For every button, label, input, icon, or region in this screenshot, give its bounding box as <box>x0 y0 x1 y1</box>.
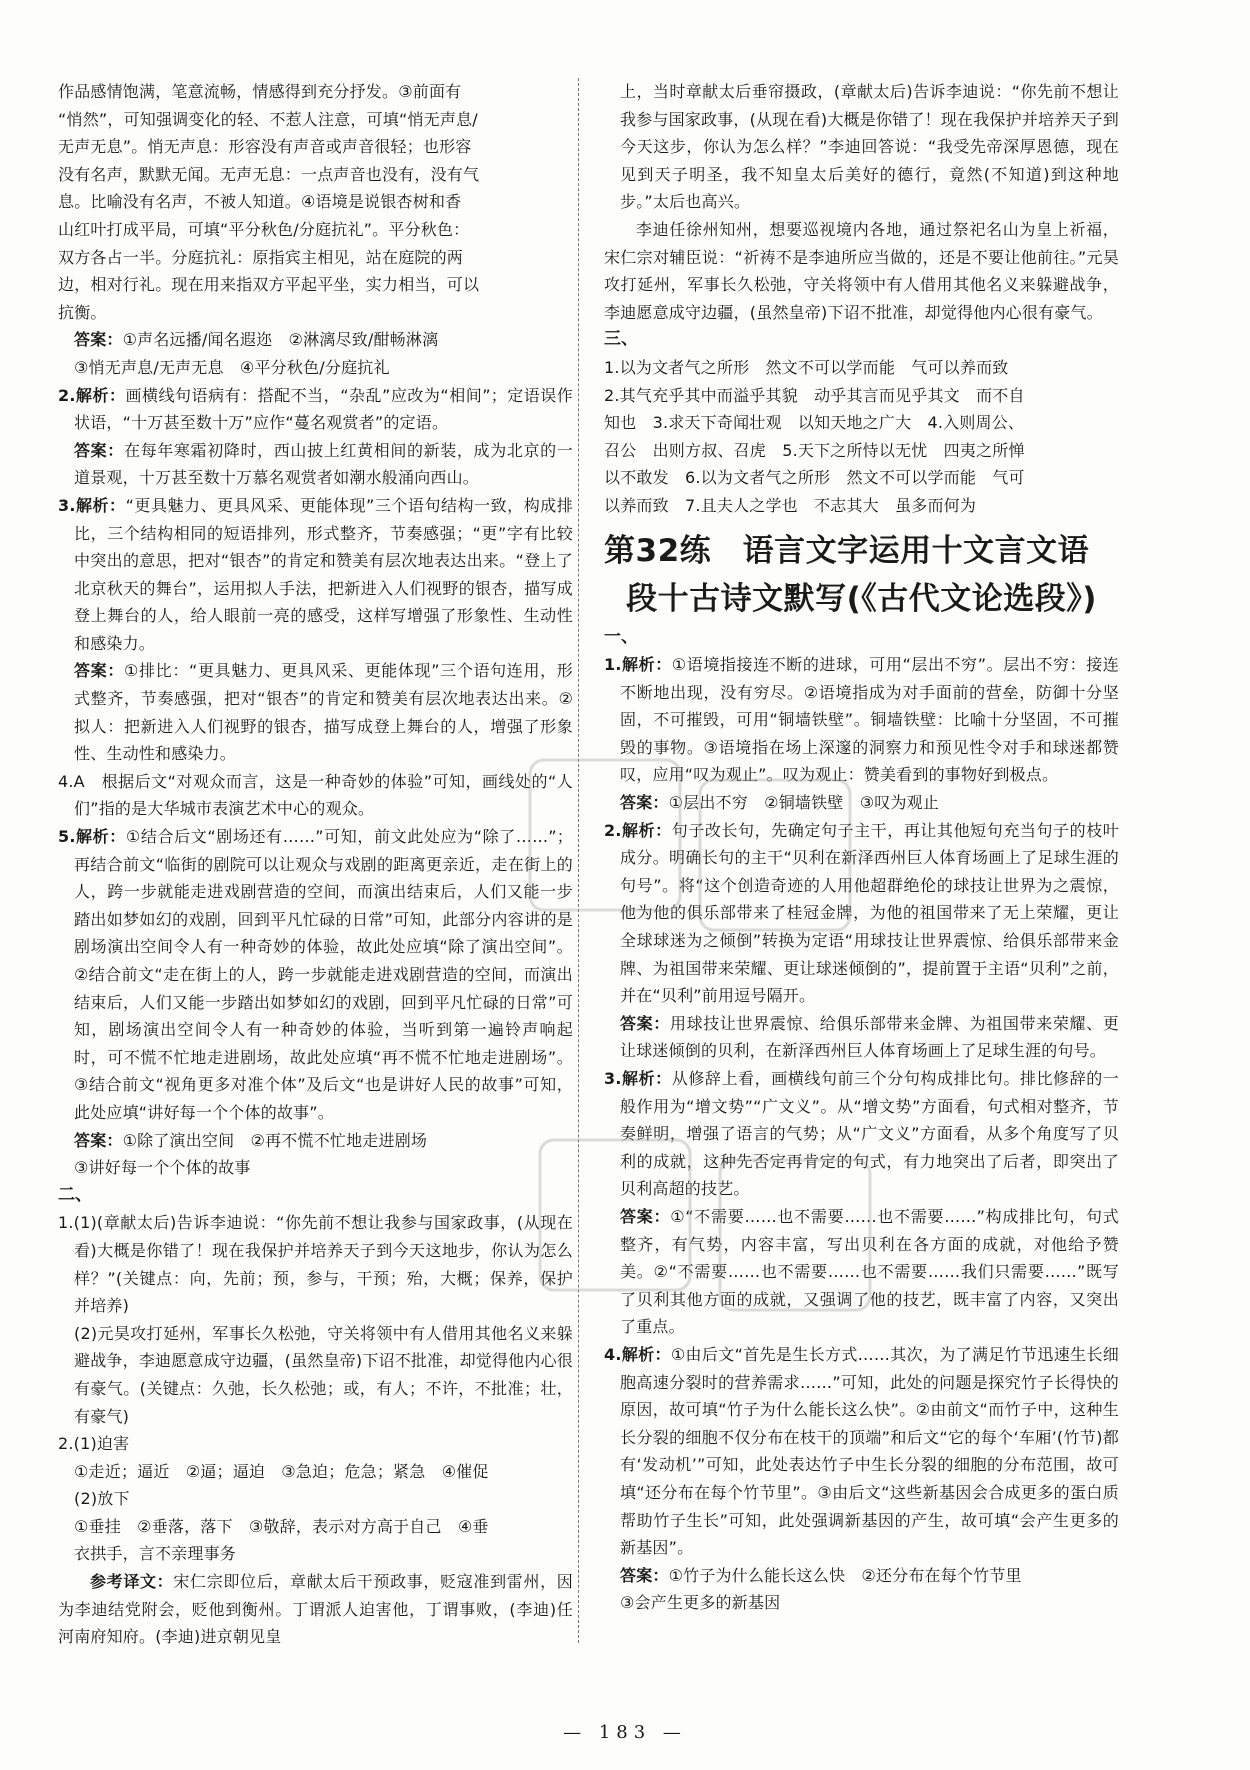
text-line: 息。比喻没有名声，不被人知道。④语境是说银杏树和香 <box>58 192 462 212</box>
q1-answer: 答案：①声名远播/闻名遐迩 ②淋漓尽致/酣畅淋漓 ③悄无声息/无声无息 ④平分秋色/分庭抗礼 <box>74 330 439 377</box>
page-number: — 183 — <box>563 1722 687 1743</box>
section-one-heading: 一、 <box>604 626 638 647</box>
text-block: 1.以为文者气之所形 然文不可以学而能 气可以养而致 2.其气充乎其中而溢乎其貌 动乎其言而见乎其文 而不自 知也 3.求天下奇闻壮观 以知天地之广大 4.入则周公、 召公 出则方叔、召虎 5.天下之所恃以无忧 四夷之所惮 以不敢发 6.以为文者气之所形 然文不可以学而能 气可 以养而致 7.且夫人之学也 不志其大 虽多而何为 <box>604 357 1025 515</box>
text-block: ①声名远播/闻名遐迩 ②淋漓尽致/酣畅淋漓 ③悄无声息/无声无息 ④平分秋色/分庭抗礼 <box>74 330 439 377</box>
translation-paragraph-2 <box>604 216 1119 326</box>
text-block: 2.(1)迫害 ①走近；逼近 ②逼；逼迫 ③急迫；危急；紧急 ④催促 (2)放下 ①垂挂 ②垂落，落下 ③敬辞，表示对方高于自己 ④垂 衣拱手，言不亲理事务 <box>58 1434 489 1564</box>
text-block: 用球技让世界震惊、给俱乐部带来金牌、为祖国带来荣耀、更让球迷倾倒的贝利，在新泽西州巨人体育场画上了足球生涯的句号。 <box>620 1013 1119 1061</box>
text-block: ①“不需要……也不需要……也不需要……”构成排比句，句式整齐，有气势，内容丰富，写出贝利在各方面的成就，对他给予赞美。②“不需要……也不需要……也不需要……我们只需要……”既写了贝利其他方面的成就，又强调了他的技艺，既丰富了内容，又突出了重点。 <box>620 1206 1119 1337</box>
q2-answer: 答案：在每年寒霜初降时，西山披上红黄相间的新装，成为北京的一道景观，十万甚至数十万慕名观赏者如潮水般涌向西山。 <box>74 440 573 488</box>
q5-answer: 答案：①除了演出空间 ②再不慌不忙地走进剧场 ③讲好每一个个体的故事 <box>74 1130 428 1178</box>
s2-q2 <box>58 1430 573 1568</box>
lesson-title-line2: 段十古诗文默写(《古代文论选段》) <box>626 580 1097 617</box>
reference-translation: 参考译文：宋仁宗即位后，章献太后干预政事，贬寇准到雷州，因为李迪结党附会，贬他到衡州。丁谓派人迫害他，丁谓事败，(李迪)任河南府知府。(李迪)进京朝见皇 <box>58 1572 573 1647</box>
q3-analysis: 3.解析：“更具魅力、更具风采、更能体现”三个语句结构一致，构成排比，三个结构相同的短语排列，形式整齐，节奏感强；“更”字有比较中突出的意思，把对“银杏”的肯定和赞美有层次地表达出来。“登上了北京秋天的舞台”，运用拟人手法，把新进入人们视野的银杏，描写成登上舞台的人，给人眼前一亮的感受，这样写增强了形象性、生动性和感染力。 <box>58 495 573 653</box>
text-block: “更具魅力、更具风采、更能体现”三个语句结构一致，构成排比，三个结构相同的短语排列，形式整齐，节奏感强；“更”字有比较中突出的意思，把对“银杏”的肯定和赞美有层次地表达出来。“登上了北京秋天的舞台”，运用拟人手法，把新进入人们视野的银杏，描写成登上舞台的人，给人眼前一亮的感受，这样写增强了形象性、生动性和感染力。 <box>74 495 573 653</box>
section-two-heading: 二、 <box>58 1184 92 1205</box>
right-column <box>604 78 1119 1617</box>
r-q3-analysis: 3.解析：从修辞上看，画横线句前三个分句构成排比句。排比修辞的一般作用为“增文势”“广文义”。从“增文势”方面看，句式相对整齐，节奏鲜明，增强了语言的气势；从“广文义”方面看，从多个角度写了贝利的成就，这种先否定再肯定的句式，有力地突出了后者，即突出了贝利高超的技艺。 <box>604 1069 1119 1199</box>
text-block: ①除了演出空间 ②再不慌不忙地走进剧场 ③讲好每一个个体的故事 <box>74 1130 428 1178</box>
section-three-answers <box>604 354 1119 520</box>
s2-q1 <box>58 1209 573 1430</box>
text-block: 上，当时章献太后垂帘摄政，(章献太后)告诉李迪说：“你先前不想让我参与国家政事，(从现在看)大概是你错了！现在我保护并培养天子到今天这步，你认为怎么样？”李迪回答说：“我受先帝深厚恩德，现在见到天子明圣，我不知皇太后美好的德行，竟然(不知道)到这种地步。”太后也高兴。 <box>620 82 1119 212</box>
r-q1-answer: 答案：①层出不穷 ②铜墙铁壁 ③叹为观止 <box>620 793 940 813</box>
text-block: ①结合后文“剧场还有……”可知，前文此处应为“除了……”；再结合前文“临街的剧院可以让观众与戏剧的距离更亲近，走在街上的人，跨一步就能走进戏剧营造的空间，而演出结束后，人们又能一步踏出如梦如幻的戏剧，回到平凡忙碌的日常”可知，此部分内容讲的是剧场演出空间令人有一种奇妙的体验，故此处应填“除了演出空间”。②结合前文“走在街上的人，跨一步就能走进戏剧营造的空间，而演出结束后，人们又能一步踏出如梦如幻的戏剧，回到平凡忙碌的日常”可知，剧场演出空间令人有一种奇妙的体验，当听到第一遍铃声响起时，可不慌不忙地走进剧场，故此处应填“再不慌不忙地走进剧场”。③结合前文“视角更多对准个体”及后文“也是讲好人民的故事”可知，此处应填“讲好每一个个体的故事”。 <box>74 827 573 1122</box>
text-line: “悄然”，可知强调变化的轻、不惹人注意，可填“悄无声息/ <box>58 109 478 129</box>
q2-analysis: 2.解析：画横线句语病有：搭配不当，“杂乱”应改为“相间”；定语误作状语，“十万甚至数十万”应作“蔓名观赏者”的定语。 <box>58 385 573 433</box>
q5-analysis: 5.解析：①结合后文“剧场还有……”可知，前文此处应为“除了……”；再结合前文“临街的剧院可以让观众与戏剧的距离更亲近，走在街上的人，跨一步就能走进戏剧营造的空间，而演出结束后，人们又能一步踏出如梦如幻的戏剧，回到平凡忙碌的日常”可知，此部分内容讲的是剧场演出空间令人有一种奇妙的体验，故此处应填“除了演出空间”。②结合前文“走在街上的人，跨一步就能走进戏剧营造的空间，而演出结束后，人们又能一步踏出如梦如幻的戏剧，回到平凡忙碌的日常”可知，剧场演出空间令人有一种奇妙的体验，当听到第一遍铃声响起时，可不慌不忙地走进剧场，故此处应填“再不慌不忙地走进剧场”。③结合前文“视角更多对准个体”及后文“也是讲好人民的故事”可知，此处应填“讲好每一个个体的故事”。 <box>58 827 573 1122</box>
text-line: 作品感情饱满，笔意流畅，情感得到充分抒发。③前面有 <box>58 82 462 101</box>
text-block: 李迪任徐州知州，想要巡视境内各地，通过祭祀名山为皇上祈福，宋仁宗对辅臣说：“祈祷不是李迪所应当做的，还是不要让他前往。”元昊攻打延州，军事长久松弛，守关将领中有人借用其他名义来躲避战争，李迪愿意成守边疆，(虽然皇帝)下诏不批准，却觉得他内心很有豪气。 <box>604 219 1119 322</box>
text-block: 宋仁宗即位后，章献太后干预政事，贬寇准到雷州，因为李迪结党附会，贬他到衡州。丁谓派人迫害他，丁谓事败，(李迪)任河南府知府。(李迪)进京朝见皇 <box>58 1572 573 1647</box>
r-q3-answer: 答案：①“不需要……也不需要……也不需要……”构成排比句，句式整齐，有气势，内容丰富，写出贝利在各方面的成就，对他给予赞美。②“不需要……也不需要……也不需要……我们只需要……”既写了贝利其他方面的成就，又强调了他的技艺，既丰富了内容，又突出了重点。 <box>620 1206 1119 1337</box>
lesson-title-line1: 第32练 语言文字运用十文言文语 <box>604 532 1090 569</box>
r-q4-answer: 答案：①竹子为什么能长这么快 ②还分布在每个竹节里 ③会产生更多的新基因 <box>620 1565 1022 1613</box>
r-q2-answer: 答案：用球技让世界震惊、给俱乐部带来金牌、为祖国带来荣耀、更让球迷倾倒的贝利，在新泽西州巨人体育场画上了足球生涯的句号。 <box>620 1013 1119 1061</box>
r-q2-analysis: 2.解析：句子改长句，先确定句子主干，再让其他短句充当句子的枝叶成分。明确长句的主干“贝利在新泽西州巨人体育场画上了足球生涯的句号”。将“这个创造奇迹的人用他超群绝伦的球技让世界为之震惊，他为他的俱乐部带来了桂冠金牌，为他的祖国带来了无上荣耀，更让全球球迷为之倾倒”转换为定语“用球技让世界震惊、给俱乐部带来金牌、为祖国带来荣耀、更让球迷倾倒的”，提前置于主语“贝利”之前，并在“贝利”前用逗号隔开。 <box>604 820 1119 1006</box>
text-line: 山红叶打成平局，可填“平分秋色/分庭抗礼”。平分秋色： <box>58 219 470 239</box>
r-q4-analysis: 4.解析：①由后文“首先是生长方式……其次，为了满足竹节迅速生长细胞高速分裂时的营养需求……”可知，此处的问题是探究竹子长得快的原因，故可填“竹子为什么能长这么快”。②由前文“而竹子中，这种生长分裂的细胞不仅分布在枝干的顶端”和后文“它的每个‘车厢’(竹节)都有‘发动机’”可知，此处表达竹子中生长分裂的细胞的分布范围，故可填“还分布在每个竹节里”。③由后文“这些新基因会合成更多的蛋白质帮助竹子生长”可知，此处强调新基因的产生，故可填“会产生更多的新基因”。 <box>604 1344 1120 1558</box>
left-column <box>58 78 573 1651</box>
text-line: 边，相对行礼。现在用来指双方平起平坐，实力相当，可以 <box>58 275 480 295</box>
text-block: 1.(1)(章献太后)告诉李迪说：“你先前不想让我参与国家政事，(从现在看)大概是你错了！现在我保护并培养天子到今天这地步，你认为怎么样？”(关键点：向，先前；预，参与，干预；殆，大概；保养，保护并培养) (2)元昊攻打延州，军事长久松弛，守关将领中有人借用其他名义来躲避战争，李迪愿意成守边疆，(虽然皇帝)下诏不批准，却觉得他内心很有豪气。(关键点：久弛，长久松弛；或，有人；不许，不批准；壮，有豪气) <box>58 1213 573 1426</box>
text-block: ①竹子为什么能长这么快 ②还分布在每个竹节里 ③会产生更多的新基因 <box>620 1565 1022 1613</box>
q4-answer <box>58 768 573 823</box>
column-divider <box>578 78 579 1643</box>
r-q1-analysis: 1.解析：①语境指接连不断的进球，可用“层出不穷”。层出不穷：接连不断地出现，没有穷尽。②语境指成为对手面前的营垒，防御十分坚固，不可摧毁，可用“铜墙铁壁”。铜墙铁壁：比喻十分坚固，不可摧毁的事物。③语境指在场上深邃的洞察力和预见性令对手和球迷都赞叹，应用“叹为观止”。叹为观止：赞美看到的事物好到极点。 <box>604 655 1119 785</box>
text-block: 4.A 根据后文“对观众而言，这是一种奇妙的体验”可知，画线处的“人们”指的是大华城市表演艺术中心的观众。 <box>58 771 573 819</box>
text-block: ①语境指接连不断的进球，可用“层出不穷”。层出不穷：接连不断地出现，没有穷尽。②语境指成为对手面前的营垒，防御十分坚固，不可摧毁，可用“铜墙铁壁”。铜墙铁壁：比喻十分坚固，不可摧毁的事物。③语境指在场上深邃的洞察力和预见性令对手和球迷都赞叹，应用“叹为观止”。叹为观止：赞美看到的事物好到极点。 <box>620 655 1119 785</box>
translation-continued <box>604 78 1119 216</box>
text-block: ①由后文“首先是生长方式……其次，为了满足竹节迅速生长细胞高速分裂时的营养需求……”可知，此处的问题是探究竹子长得快的原因，故可填“竹子为什么能长这么快”。②由前文“而竹子中，这种生长分裂的细胞不仅分布在枝干的顶端”和后文“它的每个‘车厢’(竹节)都有‘发动机’”可知，此处表达竹子中生长分裂的细胞的分布范围，故可填“还分布在每个竹节里”。③由后文“这些新基因会合成更多的蛋白质帮助竹子生长”可知，此处强调新基因的产生，故可填“会产生更多的新基因”。 <box>620 1344 1120 1558</box>
text-line: 无声无息”。悄无声息：形容没有声音或声音很轻；也形容 <box>58 137 472 157</box>
text-line: 抗衡。 <box>58 302 107 322</box>
text-block: 画横线句语病有：搭配不当，“杂乱”应改为“相间”；定语误作状语，“十万甚至数十万”应作“蔓名观赏者”的定语。 <box>74 385 573 433</box>
q3-answer: 答案：①排比：“更具魅力、更具风采、更能体现”三个语句连用，形式整齐，节奏感强，把对“银杏”的肯定和赞美有层次地表达出来。②拟人：把新进入人们视野的银杏，描写成登上舞台的人，增强了形象性、生动性和感染力。 <box>74 661 573 764</box>
text-line: 双方各占一半。分庭抗礼：原指宾主相见，站在庭院的两 <box>58 247 464 267</box>
q1-analysis-continued <box>58 78 573 326</box>
text-block: 从修辞上看，画横线句前三个分句构成排比句。排比修辞的一般作用为“增文势”“广文义”。从“增文势”方面看，句式相对整齐，节奏鲜明，增强了语言的气势；从“广文义”方面看，从多个角度写了贝利的成就，这种先否定再肯定的句式，有力地突出了后者，即突出了贝利高超的技艺。 <box>620 1069 1119 1199</box>
text-block: 在每年寒霜初降时，西山披上红黄相间的新装，成为北京的一道景观，十万甚至数十万慕名观赏者如潮水般涌向西山。 <box>74 440 573 488</box>
section-three-heading: 三、 <box>604 329 638 350</box>
text-block: 句子改长句，先确定句子主干，再让其他短句充当句子的枝叶成分。明确长句的主干“贝利在新泽西州巨人体育场画上了足球生涯的句号”。将“这个创造奇迹的人用他超群绝伦的球技让世界为之震惊，他为他的俱乐部带来了桂冠金牌，为他的祖国带来了无上荣耀，更让全球球迷为之倾倒”转换为定语“用球技让世界震惊、给俱乐部带来金牌、为祖国带来荣耀、更让球迷倾倒的”，提前置于主语“贝利”之前，并在“贝利”前用逗号隔开。 <box>620 820 1119 1006</box>
text-line: 没有名声，默默无闻。无声无息：一点声音也没有，没有气 <box>58 164 480 184</box>
text-block: ①排比：“更具魅力、更具风采、更能体现”三个语句连用，形式整齐，节奏感强，把对“银杏”的肯定和赞美有层次地表达出来。②拟人：把新进入人们视野的银杏，描写成登上舞台的人，增强了形象性、生动性和感染力。 <box>74 661 573 764</box>
